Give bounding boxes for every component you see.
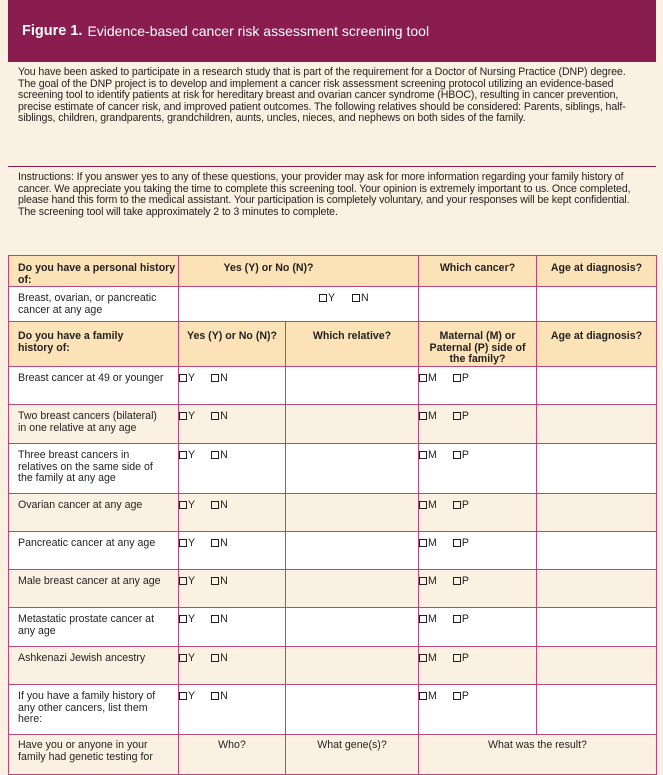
genetic-who-header: Who? [179, 735, 286, 775]
checkbox-icon [453, 615, 461, 623]
family-no-option[interactable]: N [211, 691, 228, 703]
family-yes-option[interactable]: Y [179, 411, 195, 423]
checkbox-icon [211, 501, 219, 509]
checkbox-icon [419, 577, 427, 585]
personal-history-row [9, 287, 657, 322]
family-history-label: Pancreatic cancer at any age [9, 532, 179, 570]
family-no-option[interactable]: N [211, 450, 228, 462]
family-history-row [9, 647, 657, 685]
which-relative-field[interactable] [286, 532, 419, 570]
checkbox-icon [179, 692, 187, 700]
intro-panel [8, 62, 656, 166]
which-relative-field[interactable] [286, 405, 419, 444]
checkbox-icon [419, 451, 427, 459]
checkbox-icon [453, 412, 461, 420]
family-age-header: Age at diagnosis? [537, 322, 657, 367]
which-cancer-field[interactable] [419, 287, 537, 322]
paternal-option[interactable]: P [453, 614, 469, 626]
checkbox-icon [453, 451, 461, 459]
figure-header [8, 0, 656, 62]
genetic-testing-row [9, 735, 657, 775]
checkbox-icon [179, 412, 187, 420]
checkbox-icon [453, 374, 461, 382]
paternal-option[interactable]: P [453, 653, 469, 665]
family-yes-no-cell [179, 494, 286, 532]
checkbox-icon [179, 451, 187, 459]
figure-title: Evidence-based cancer risk assessment screening tool [87, 23, 430, 39]
family-age-field[interactable] [537, 444, 657, 494]
checkbox-icon [211, 577, 219, 585]
family-yes-no-cell [179, 570, 286, 608]
family-history-label: Male breast cancer at any age [9, 570, 179, 608]
checkbox-icon [179, 374, 187, 382]
paternal-option[interactable]: P [453, 450, 469, 462]
family-side-cell [419, 532, 537, 570]
family-history-row [9, 494, 657, 532]
family-yes-option[interactable]: Y [179, 576, 195, 588]
checkbox-icon [419, 374, 427, 382]
paternal-option[interactable]: P [453, 500, 469, 512]
family-yes-option[interactable]: Y [179, 614, 195, 626]
family-yes-no-header: Yes (Y) or No (N)? [179, 322, 286, 367]
maternal-option[interactable]: M [419, 411, 437, 423]
maternal-option[interactable]: M [419, 576, 437, 588]
checkbox-icon [211, 539, 219, 547]
checkbox-icon [453, 654, 461, 662]
checkbox-icon [419, 501, 427, 509]
checkbox-icon [179, 654, 187, 662]
family-age-field[interactable] [537, 367, 657, 405]
family-yes-option[interactable]: Y [179, 500, 195, 512]
checkbox-icon [419, 692, 427, 700]
which-relative-header: Which relative? [286, 322, 419, 367]
which-relative-field[interactable] [286, 608, 419, 647]
personal-no-option[interactable]: N [352, 293, 369, 305]
maternal-paternal-header: Maternal (M) or Paternal (P) side of the family? [419, 322, 537, 367]
family-yes-option[interactable]: Y [179, 653, 195, 665]
family-no-option[interactable]: N [211, 653, 228, 665]
family-history-label: If you have a family history of any other cancers, list them here: [9, 685, 179, 735]
figure-label: Figure 1. [22, 23, 83, 39]
family-history-label: Three breast cancers in relatives on the same side of the family at any age [9, 444, 179, 494]
family-side-cell [419, 494, 537, 532]
family-age-field[interactable] [537, 685, 657, 735]
family-history-label: Two breast cancers (bilateral) in one relative at any age [9, 405, 179, 444]
family-history-row [9, 685, 657, 735]
checkbox-icon [319, 294, 327, 302]
checkbox-icon [419, 615, 427, 623]
checkbox-icon [419, 539, 427, 547]
family-history-header [9, 322, 657, 367]
paternal-option[interactable]: P [453, 373, 469, 385]
family-yes-no-cell [179, 405, 286, 444]
genetic-result-header: What was the result? [419, 735, 657, 775]
maternal-option[interactable]: M [419, 538, 437, 550]
maternal-option[interactable]: M [419, 691, 437, 703]
family-side-cell [419, 685, 537, 735]
which-relative-field[interactable] [286, 570, 419, 608]
checkbox-icon [211, 692, 219, 700]
maternal-option[interactable]: M [419, 373, 437, 385]
genetic-testing-question: Have you or anyone in your family had genetic testing for [9, 735, 179, 775]
personal-age-header: Age at diagnosis? [537, 256, 657, 287]
family-age-field[interactable] [537, 532, 657, 570]
which-relative-field[interactable] [286, 367, 419, 405]
family-no-option[interactable]: N [211, 411, 228, 423]
family-age-field[interactable] [537, 405, 657, 444]
checkbox-icon [211, 654, 219, 662]
which-relative-field[interactable] [286, 685, 419, 735]
family-yes-option[interactable]: Y [179, 373, 195, 385]
family-history-row [9, 405, 657, 444]
maternal-option[interactable]: M [419, 450, 437, 462]
instructions-text: Instructions: If you answer yes to any of these questions, your provider may ask for more information regarding your family history of cancer. We appreciate you taking the time to complete this screening tool. Your opinion is extremely important to us. Once completed, please hand this form to the medical assistant. Your participation is completely voluntary, and your responses will be kept confidential. The screening tool will take approximately 2 to 3 minutes to complete. [18, 171, 631, 218]
checkbox-icon [211, 615, 219, 623]
checkbox-icon [453, 539, 461, 547]
family-yes-no-cell [179, 608, 286, 647]
family-side-cell [419, 367, 537, 405]
family-side-cell [419, 405, 537, 444]
family-age-field[interactable] [537, 608, 657, 647]
paternal-option[interactable]: P [453, 411, 469, 423]
maternal-option[interactable]: M [419, 500, 437, 512]
family-yes-option[interactable]: Y [179, 538, 195, 550]
family-yes-option[interactable]: Y [179, 691, 195, 703]
family-history-label: Ovarian cancer at any age [9, 494, 179, 532]
family-no-option[interactable]: N [211, 538, 228, 550]
maternal-option[interactable]: M [419, 653, 437, 665]
personal-history-header [9, 256, 657, 287]
personal-yes-no-header: Yes (Y) or No (N)? [179, 256, 419, 287]
maternal-option[interactable]: M [419, 614, 437, 626]
checkbox-icon [179, 501, 187, 509]
paternal-option[interactable]: P [453, 538, 469, 550]
family-yes-no-cell [179, 532, 286, 570]
checkbox-icon [453, 692, 461, 700]
family-no-option[interactable]: N [211, 576, 228, 588]
instructions-panel [8, 166, 656, 254]
family-history-row [9, 532, 657, 570]
family-yes-no-cell [179, 647, 286, 685]
family-history-row [9, 367, 657, 405]
family-yes-no-cell [179, 367, 286, 405]
checkbox-icon [352, 294, 360, 302]
checkbox-icon [211, 374, 219, 382]
checkbox-icon [419, 654, 427, 662]
family-history-row [9, 444, 657, 494]
family-side-cell [419, 608, 537, 647]
family-age-field[interactable] [537, 570, 657, 608]
personal-yes-option[interactable]: Y [249, 293, 335, 305]
family-side-cell [419, 444, 537, 494]
checkbox-icon [453, 501, 461, 509]
paternal-option[interactable]: P [453, 576, 469, 588]
personal-age-field[interactable] [537, 287, 657, 322]
personal-history-question: Do you have a personal history of: [9, 256, 179, 287]
personal-yes-no-cell [179, 287, 419, 322]
family-age-field[interactable] [537, 494, 657, 532]
family-no-option[interactable]: N [211, 500, 228, 512]
family-history-row [9, 608, 657, 647]
family-yes-no-cell [179, 444, 286, 494]
which-cancer-header: Which cancer? [419, 256, 537, 287]
family-history-label: Breast cancer at 49 or younger [9, 367, 179, 405]
family-no-option[interactable]: N [211, 373, 228, 385]
family-age-field[interactable] [537, 647, 657, 685]
which-relative-field[interactable] [286, 444, 419, 494]
checkbox-icon [453, 577, 461, 585]
family-history-label: Metastatic prostate cancer at any age [9, 608, 179, 647]
which-relative-field[interactable] [286, 494, 419, 532]
checkbox-icon [179, 577, 187, 585]
family-history-question: Do you have a family history of: [9, 322, 179, 367]
family-history-label: Ashkenazi Jewish ancestry [9, 647, 179, 685]
checkbox-icon [211, 412, 219, 420]
family-yes-no-cell [179, 685, 286, 735]
personal-history-label: Breast, ovarian, or pancreatic cancer at any age [9, 287, 179, 322]
intro-text: You have been asked to participate in a research study that is part of the requirement for a Doctor of Nursing Practice (DNP) degree. The goal of the DNP project is to develop and implement a cancer risk assessment screening protocol utilizing an evidence-based screening tool to identify patients at risk for hereditary breast and ovarian cancer syndrome (HBOC), resulting in cancer prevention, precise estimate of cancer risk, and improved patient outcomes. The following relatives should be considered: Parents, siblings, half-siblings, children, grandparents, grandchildren, aunts, uncles, nieces, and nephews on both sides of the family. [18, 66, 626, 125]
family-yes-option[interactable]: Y [179, 450, 195, 462]
checkbox-icon [179, 615, 187, 623]
family-side-cell [419, 570, 537, 608]
checkbox-icon [211, 451, 219, 459]
genetic-genes-header: What gene(s)? [286, 735, 419, 775]
which-relative-field[interactable] [286, 647, 419, 685]
paternal-option[interactable]: P [453, 691, 469, 703]
family-side-cell [419, 647, 537, 685]
checkbox-icon [179, 539, 187, 547]
screening-table [8, 255, 657, 775]
family-no-option[interactable]: N [211, 614, 228, 626]
family-history-row [9, 570, 657, 608]
checkbox-icon [419, 412, 427, 420]
